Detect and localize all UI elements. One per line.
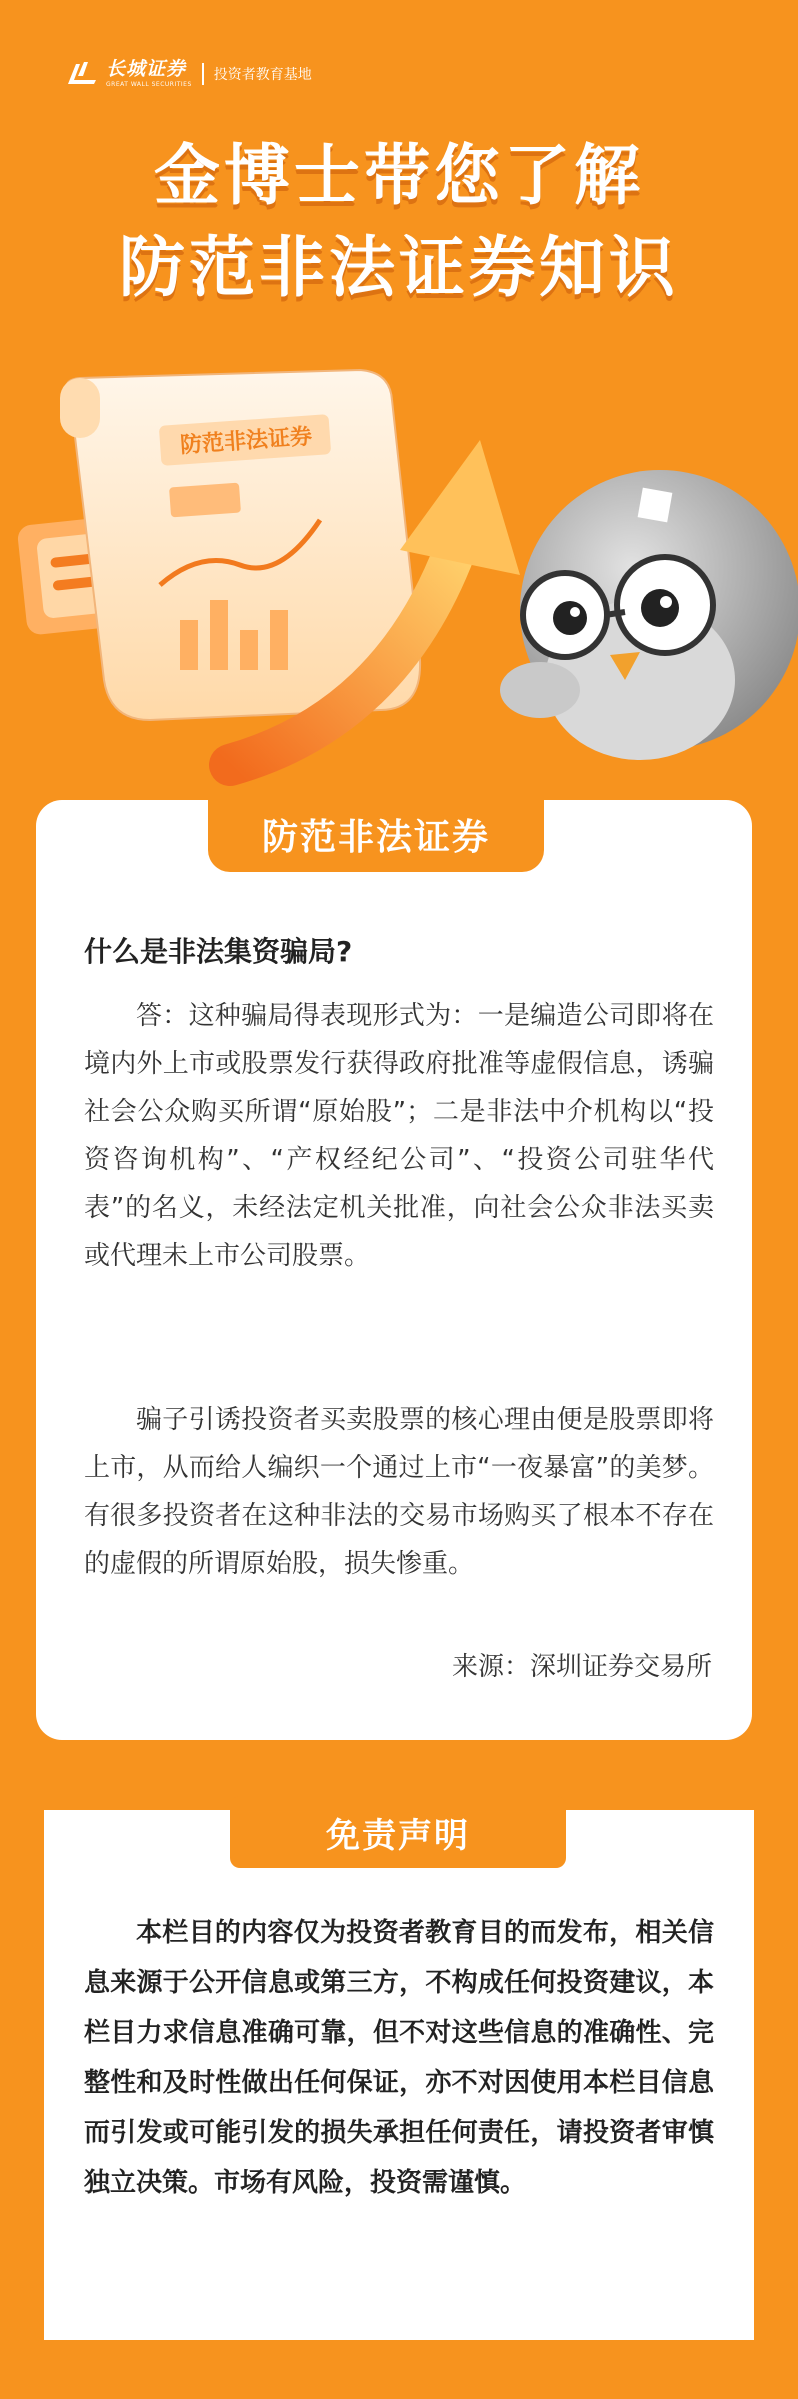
brand-name-cn: 长城证券 [106,58,187,80]
explanation-paragraph: 骗子引诱投资者买卖股票的核心理由便是股票即将上市，从而给人编织一个通过上市“一夜暴富”的美梦。有很多投资者在这种非法的交易市场购买了根本不存在的虚假的所谓原始股，损失惨重。 [84,1405,714,1579]
owl-mascot-icon [500,470,798,760]
hero-illustration [0,360,798,800]
brand-name-en: GREAT WALL SECURITIES [106,81,192,88]
question-heading: 什么是非法集资骗局? [84,935,353,968]
section-title: 防范非法证券 [208,796,544,872]
brand-logo [66,58,312,90]
source-credit: 来源：深圳证券交易所 [451,1652,712,1682]
disclaimer-title: 免责声明 [230,1796,566,1868]
headline-line1: 金博士带您了解 [154,137,644,214]
scroll-label: 防范非法证券 [179,424,313,459]
headline-line2: 防范非法证券知识 [119,229,679,306]
logo-divider [202,63,204,85]
disclaimer-text: 本栏目的内容仅为投资者教育目的而发布，相关信息来源于公开信息或第三方，不构成任何投资建议，本栏目力求信息准确可靠，但不对这些信息的准确性、完整性和及时性做出任何保证，亦不对因使用本栏目信息而引发或可能引发的损失承担任何责任，请投资者审慎独立决策。市场有风险，投资需谨慎。 [84,1918,714,2198]
answer-paragraph: 答：这种骗局得表现形式为：一是编造公司即将在境内外上市或股票发行获得政府批准等虚假信息，诱骗社会公众购买所谓“原始股”；二是非法中介机构以“投资咨询机构”、“产权经纪公司”、“投资公司驻华代表”的名义，未经法定机关批准，向社会公众非法买卖或代理未上市公司股票。 [84,1001,714,1271]
brand-tagline: 投资者教育基地 [213,67,312,83]
brand-name [106,60,192,88]
great-wall-logo-icon [66,58,98,90]
